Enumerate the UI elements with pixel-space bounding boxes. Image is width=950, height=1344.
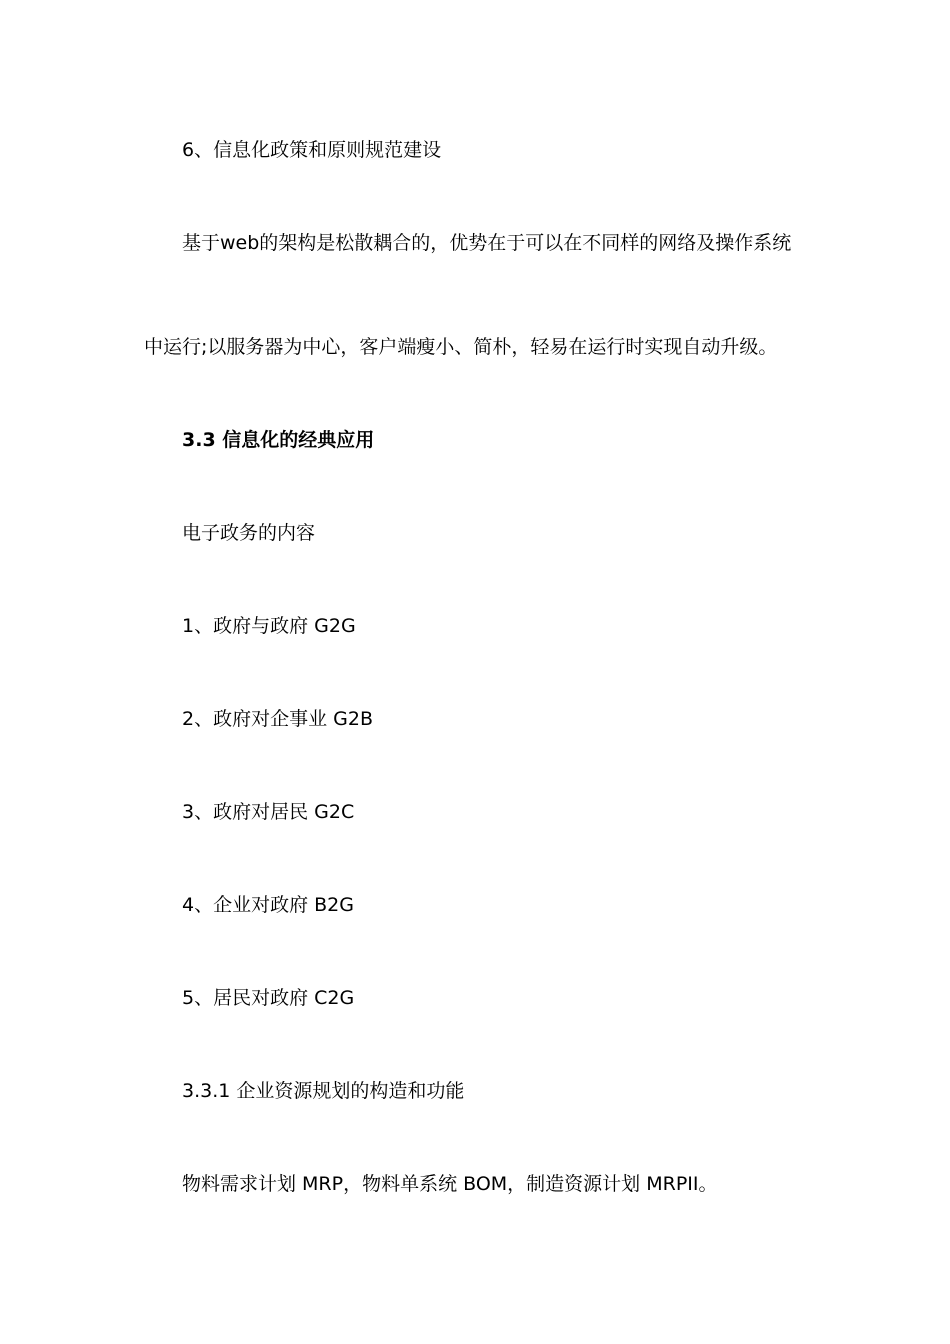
paragraph-line: 中运行;以服务器为中心，客户端瘦小、简朴，轻易在运行时实现自动升级。 (144, 336, 778, 358)
list-item: 4、企业对政府 B2G (182, 894, 354, 916)
section-heading: 3.3.1 企业资源规划的构造和功能 (182, 1080, 465, 1102)
list-item: 5、居民对政府 C2G (182, 987, 355, 1009)
paragraph-line: 基于web的架构是松散耦合的，优势在于可以在不同样的网络及操作系统 (182, 232, 792, 254)
list-item: 3、政府对居民 G2C (182, 801, 355, 823)
list-item: 2、政府对企事业 G2B (182, 708, 373, 730)
list-item: 6、信息化政策和原则规范建设 (182, 139, 442, 161)
section-heading: 3.3 信息化的经典应用 (182, 429, 375, 451)
paragraph-line: 物料需求计划 MRP，物料单系统 BOM，制造资源计划 MRPII。 (182, 1173, 718, 1195)
list-item: 1、政府与政府 G2G (182, 615, 356, 637)
subheading: 电子政务的内容 (182, 522, 316, 544)
